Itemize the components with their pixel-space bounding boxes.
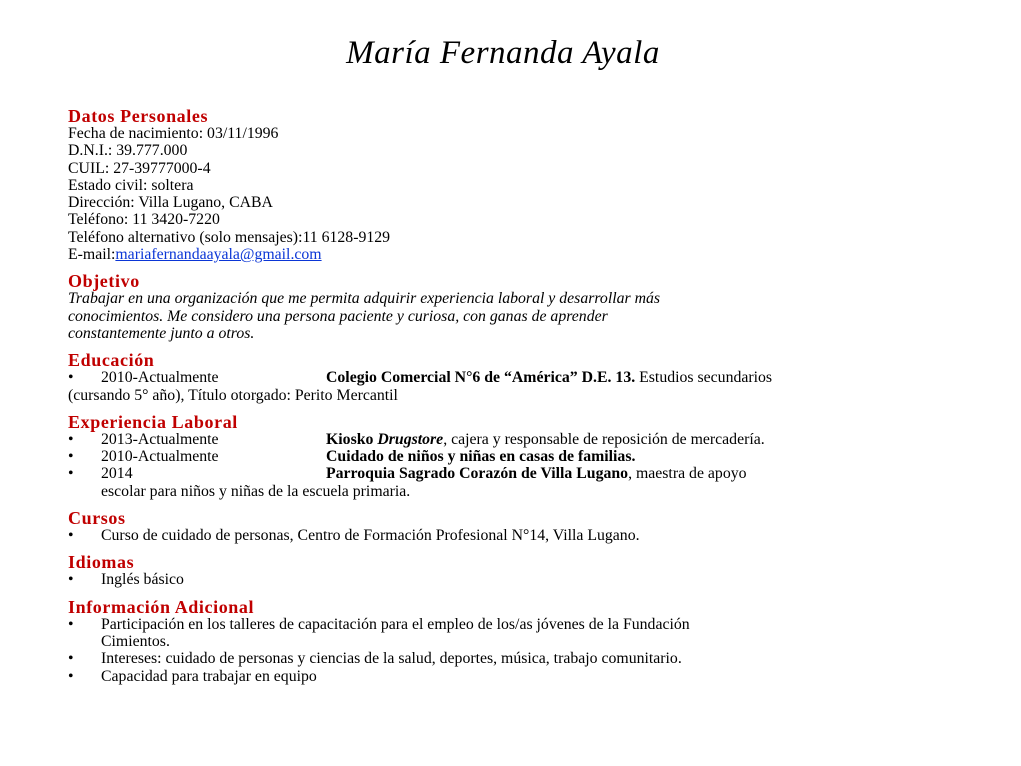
item-text: Capacidad para trabajar en equipo (101, 667, 317, 685)
list-item (68, 448, 968, 465)
item-title-italic: Drugstore (377, 430, 444, 448)
birth-date: Fecha de nacimiento: 03/11/1996 (68, 125, 279, 142)
section-courses (68, 509, 968, 544)
section-heading: Idiomas (68, 552, 135, 573)
item-date: 2010-Actualmente (101, 448, 219, 466)
section-experience (68, 413, 968, 500)
item-text: Curso de cuidado de personas, Centro de Formación Profesional N°14, Villa Lugano. (101, 527, 640, 545)
bullet: • (68, 448, 74, 466)
objective-line: conocimientos. Me considero una persona paciente y curiosa, con ganas de aprender (68, 307, 608, 325)
bullet: • (68, 615, 74, 633)
bullet: • (68, 571, 74, 589)
item-text: Intereses: cuidado de personas y ciencias de la salud, deportes, música, trabajo comunitario. (101, 650, 682, 668)
bullet: • (68, 667, 74, 685)
bullet: • (68, 430, 74, 448)
bullet: • (68, 527, 74, 545)
item-text: Inglés básico (101, 571, 184, 589)
section-education (68, 351, 968, 404)
section-additional (68, 598, 968, 685)
item-date: 2014 (101, 465, 133, 483)
list-item (68, 431, 968, 448)
section-heading: Experiencia Laboral (68, 411, 238, 432)
item-continuation: escolar para niños y niñas de la escuela primaria. (101, 482, 411, 500)
item-date: 2010-Actualmente (101, 369, 219, 387)
phone: Teléfono: 11 3420-7220 (68, 211, 220, 229)
list-item (68, 650, 968, 667)
item-continuation: (cursando 5° año), Título otorgado: Perito Mercantil (68, 386, 398, 404)
section-heading: Cursos (68, 508, 126, 529)
section-heading: Información Adicional (68, 596, 255, 617)
bullet: • (68, 465, 74, 483)
list-item (68, 571, 968, 588)
list-item (68, 616, 968, 633)
section-objective (68, 272, 968, 342)
email-link[interactable]: mariafernandaayala@gmail.com (115, 246, 322, 264)
section-personal (68, 107, 968, 263)
item-text: Estudios secundarios (635, 369, 773, 387)
objective-line: Trabajar en una organización que me permita adquirir experiencia laboral y desarrollar más (68, 290, 661, 308)
alt-phone: Teléfono alternativo (solo mensajes):11 6128-9129 (68, 228, 391, 246)
email-row (68, 246, 968, 263)
objective-line: constantemente junto a otros. (68, 324, 255, 342)
bullet: • (68, 369, 74, 387)
cv-name: María Fernanda Ayala (346, 35, 660, 71)
civil-status: Estado civil: soltera (68, 176, 194, 194)
list-item (68, 527, 968, 544)
list-item (68, 465, 968, 482)
address: Dirección: Villa Lugano, CABA (68, 194, 273, 212)
item-title: Colegio Comercial N°6 de “América” D.E. 13. (326, 369, 636, 387)
list-item (68, 369, 968, 386)
item-text: , maestra de apoyo (628, 465, 747, 483)
item-text: , cajera y responsable de reposición de mercadería. (443, 430, 765, 448)
item-title: Parroquia Sagrado Corazón de Villa Lugano (326, 465, 629, 483)
section-heading: Objetivo (68, 271, 140, 292)
item-text: Participación en los talleres de capacitación para el empleo de los/as jóvenes de la Fundación (101, 615, 690, 633)
item-title: Cuidado de niños y niñas en casas de familias. (326, 448, 636, 466)
dni: D.N.I.: 39.777.000 (68, 142, 188, 160)
item-continuation: Cimientos. (101, 632, 170, 650)
cuil: CUIL: 27-39777000-4 (68, 159, 211, 177)
section-languages (68, 553, 968, 588)
email-label: E-mail: (68, 246, 116, 264)
item-title: Kiosko (326, 430, 378, 448)
item-date: 2013-Actualmente (101, 430, 219, 448)
section-heading: Datos Personales (68, 106, 209, 126)
list-item (68, 668, 968, 685)
cv-content (68, 107, 968, 685)
section-heading: Educación (68, 350, 155, 371)
bullet: • (68, 650, 74, 668)
